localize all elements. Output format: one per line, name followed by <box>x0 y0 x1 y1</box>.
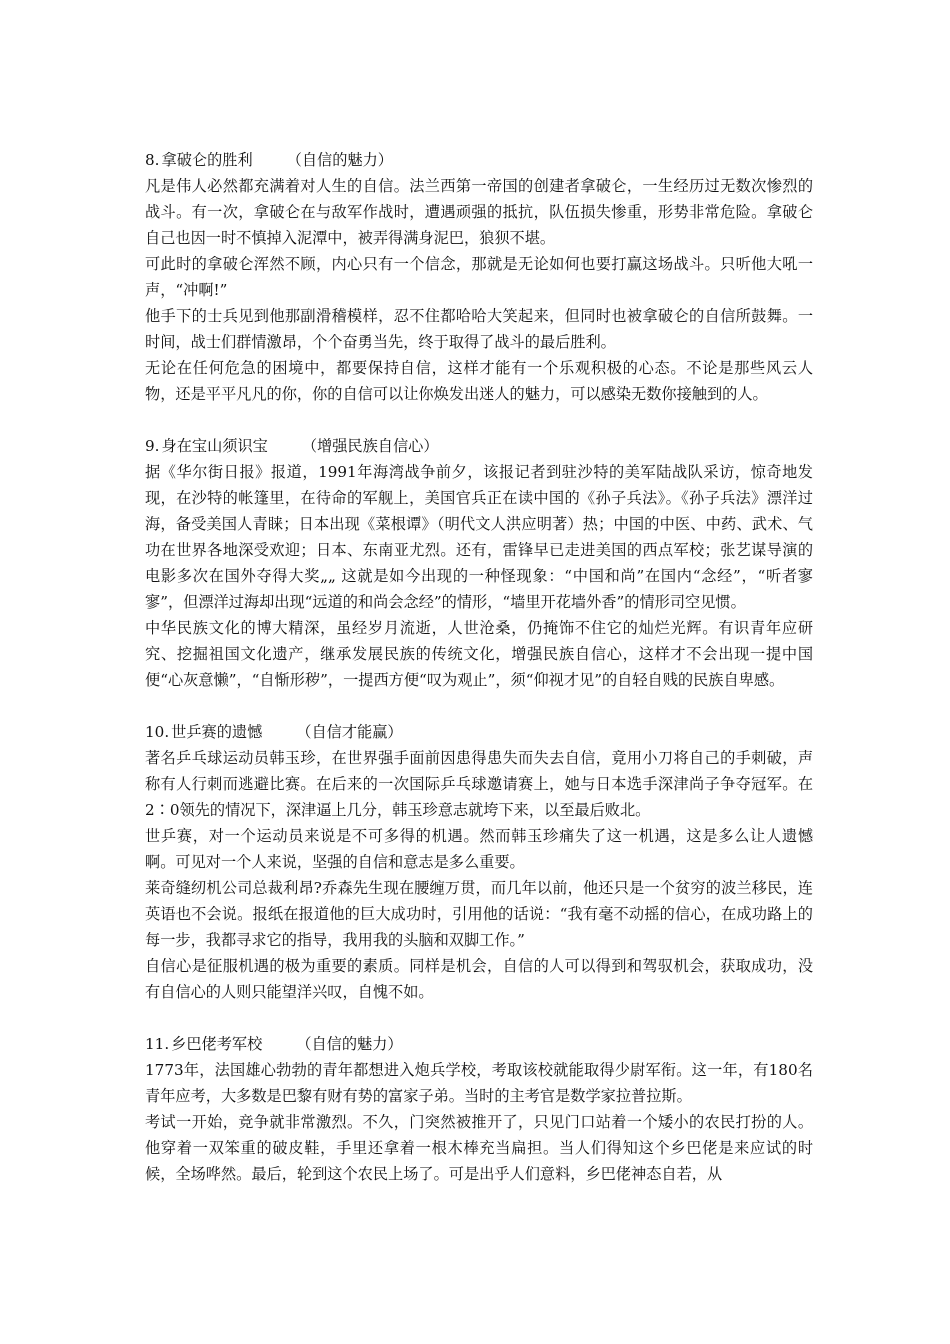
section-title-text: 拿破仑的胜利 <box>161 151 253 169</box>
section-title <box>145 719 813 745</box>
section-theme: （自信的魅力） <box>286 151 393 169</box>
section-spacer <box>145 1005 813 1031</box>
section-title-text: 身在宝山须识宝 <box>161 437 268 455</box>
section-theme: （增强民族自信心） <box>301 437 439 455</box>
paragraph: 无论在任何危急的困境中，都要保持自信，这样才能有一个乐观积极的心态。不论是那些风云人物，还是平平凡凡的你，你的自信可以让你焕发出迷人的魅力，可以感染无数你接触到的人。 <box>145 359 813 403</box>
paragraph: 凡是伟人必然都充满着对人生的自信。法兰西第一帝国的创建者拿破仑，一生经历过无数次惨烈的战斗。有一次，拿破仑在与敌军作战时，遭遇顽强的抵抗，队伍损失惨重，形势非常危险。拿破仑自己也因一时不慎掉入泥潭中，被弄得满身泥巴，狼狈不堪。 <box>145 177 813 247</box>
section-11 <box>145 1031 813 1187</box>
section-theme: （自信的魅力） <box>296 1035 403 1053</box>
section-spacer <box>145 407 813 433</box>
section-theme: （自信才能赢） <box>296 723 403 741</box>
section-10 <box>145 719 813 1005</box>
section-title <box>145 433 813 459</box>
section-title-text: 世乒赛的遗憾 <box>171 723 263 741</box>
paragraph: 莱奇缝纫机公司总裁利昂?乔森先生现在腰缠万贯，而几年以前，他还只是一个贫穷的波兰移民，连英语也不会说。报纸在报道他的巨大成功时，引用他的话说：“我有毫不动摇的信心，在成功路上的每一步，我都寻求它的指导，我用我的头脑和双脚工作。” <box>145 879 813 949</box>
paragraph: 世乒赛，对一个运动员来说是不可多得的机遇。然而韩玉珍痛失了这一机遇，这是多么让人遗憾啊。可见对一个人来说，坚强的自信和意志是多么重要。 <box>145 827 813 871</box>
section-number: 9. <box>145 437 160 455</box>
paragraph: 他手下的士兵见到他那副滑稽模样，忍不住都哈哈大笑起来，但同时也被拿破仑的自信所鼓舞。一时间，战士们群情激昂，个个奋勇当先，终于取得了战斗的最后胜利。 <box>145 307 813 351</box>
paragraph: 自信心是征服机遇的极为重要的素质。同样是机会，自信的人可以得到和驾驭机会，获取成功，没有自信心的人则只能望洋兴叹，自愧不如。 <box>145 957 813 1001</box>
section-8 <box>145 147 813 407</box>
paragraph: 著名乒乓球运动员韩玉珍，在世界强手面前因患得患失而失去自信，竟用小刀将自己的手刺破，声称有人行刺而逃避比赛。在后来的一次国际乒乓球邀请赛上，她与日本选手深津尚子争夺冠军。在2∶0领先的情况下，深津逼上几分，韩玉珍意志就垮下来，以至最后败北。 <box>145 749 813 819</box>
section-title <box>145 147 813 173</box>
paragraph: 1773年，法国雄心勃勃的青年都想进入炮兵学校，考取该校就能取得少尉军衔。这一年，有180名青年应考，大多数是巴黎有财有势的富家子弟。当时的主考官是数学家拉普拉斯。 <box>145 1061 813 1105</box>
paragraph: 可此时的拿破仑浑然不顾，内心只有一个信念，那就是无论如何也要打赢这场战斗。只听他大吼一声，“冲啊!” <box>145 255 813 299</box>
document-page <box>145 147 813 1187</box>
paragraph: 考试一开始，竞争就非常激烈。不久，门突然被推开了，只见门口站着一个矮小的农民打扮的人。他穿着一双笨重的破皮鞋，手里还拿着一根木棒充当扁担。当人们得知这个乡巴佬是来应试的时候，全场哗然。最后，轮到这个农民上场了。可是出乎人们意料，乡巴佬神态自若，从 <box>145 1113 813 1183</box>
paragraph: 据《华尔街日报》报道，1991年海湾战争前夕，该报记者到驻沙特的美军陆战队采访，惊奇地发现，在沙特的帐篷里，在待命的军舰上，美国官兵正在读中国的《孙子兵法》。《孙子兵法》漂洋过海，备受美国人青睐；日本出现《菜根谭》（明代文人洪应明著）热；中国的中医、中药、武术、气功在世界各地深受欢迎；日本、东南亚尤烈。还有，雷锋早已走进美国的西点军校；张艺谋导演的电影多次在国外夺得大奖„„ 这就是如今出现的一种怪现象：“中国和尚”在国内“念经”，“听者寥寥”，但漂洋过海却出现“远道的和尚会念经”的情形，“墙里开花墙外香”的情形司空见惯。 <box>145 463 813 611</box>
section-number: 10. <box>145 723 170 741</box>
section-title-text: 乡巴佬考军校 <box>171 1035 263 1053</box>
section-title <box>145 1031 813 1057</box>
section-spacer <box>145 693 813 719</box>
section-number: 11. <box>145 1035 170 1053</box>
section-number: 8. <box>145 151 160 169</box>
paragraph: 中华民族文化的博大精深，虽经岁月流逝，人世沧桑，仍掩饰不住它的灿烂光辉。有识青年应研究、挖掘祖国文化遗产，继承发展民族的传统文化，增强民族自信心，这样才不会出现一提中国便“心灰意懒”，“自惭形秽”，一提西方便“叹为观止”，须“仰视才见”的自轻自贱的民族自卑感。 <box>145 619 813 689</box>
section-9 <box>145 433 813 693</box>
